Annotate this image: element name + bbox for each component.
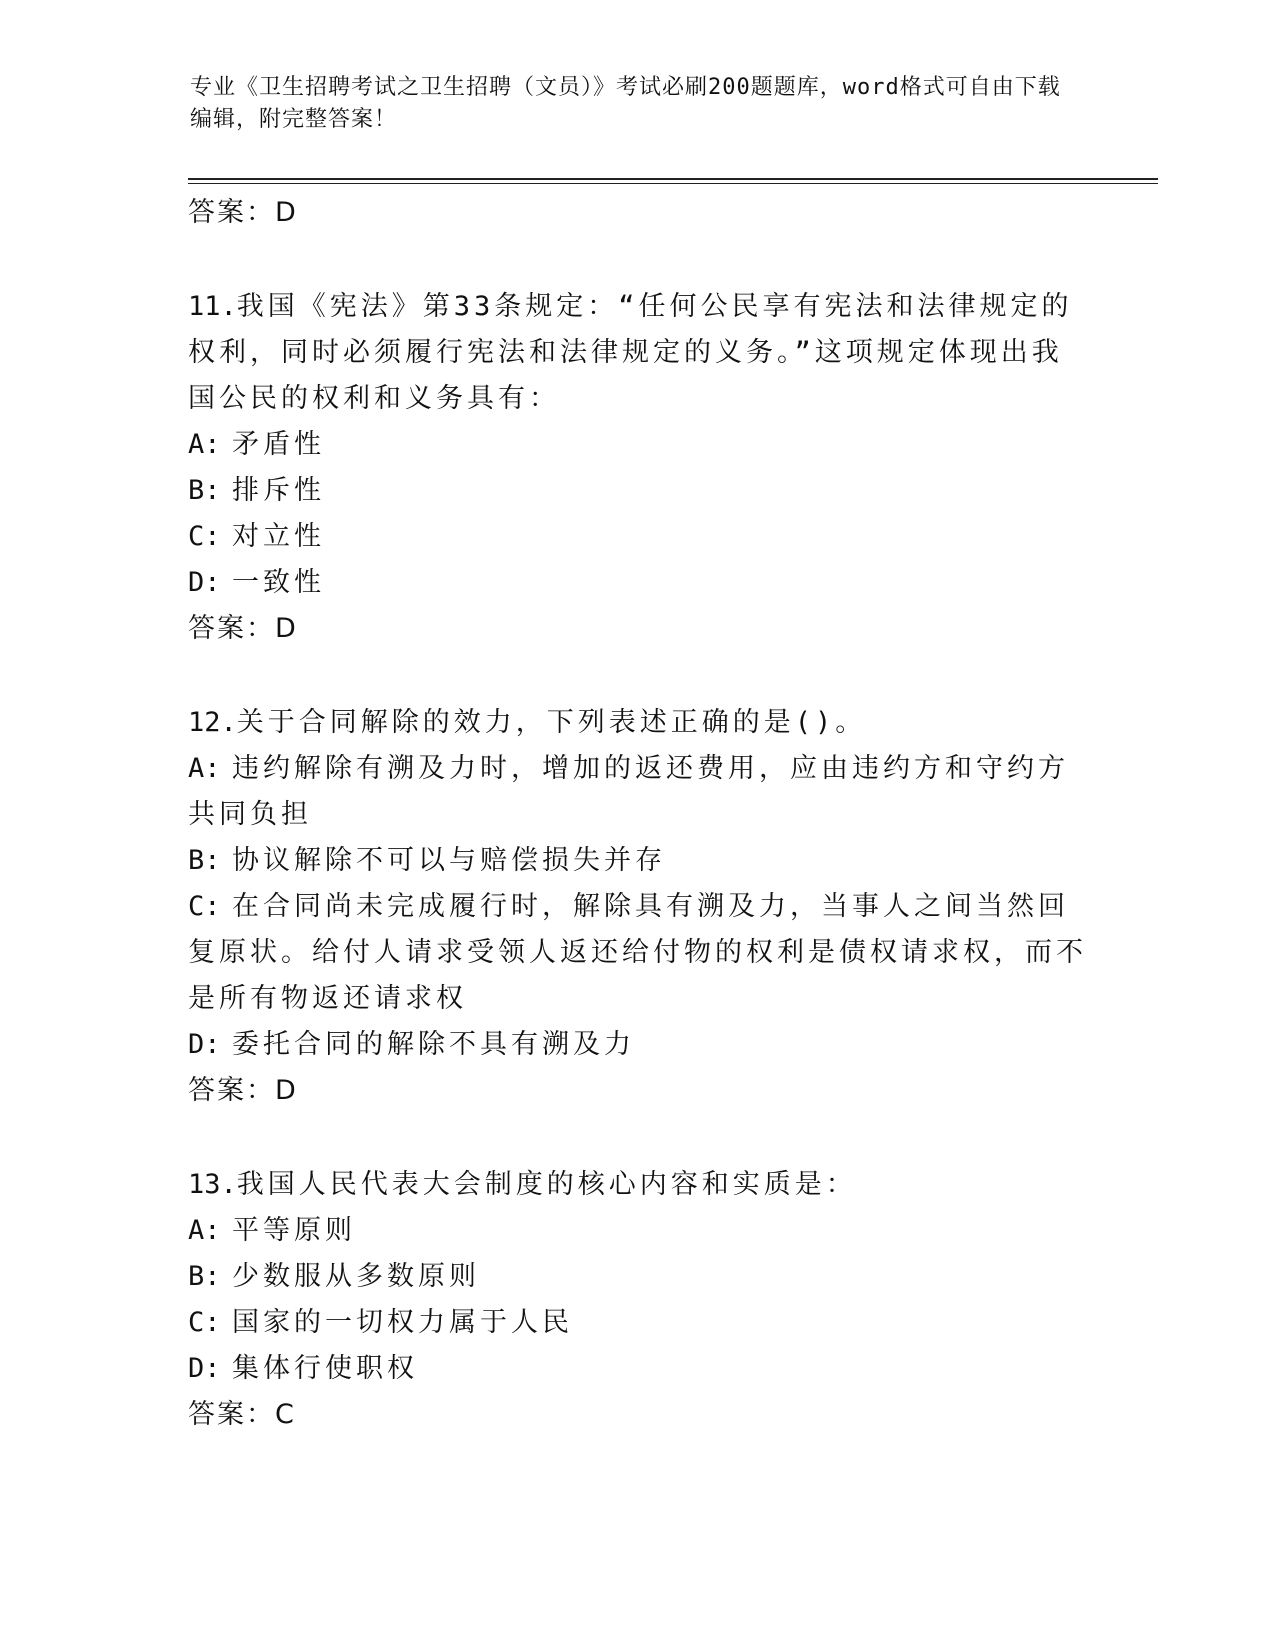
- option-d: [188, 1346, 1088, 1392]
- document-content: [188, 190, 1088, 1438]
- option-text: 平等原则: [232, 1215, 356, 1246]
- answer-label: 答案：D: [188, 1075, 298, 1106]
- question-12: [188, 700, 1088, 1114]
- question-number: 12.: [188, 707, 237, 738]
- option-label: C:: [188, 891, 221, 922]
- option-b: [188, 1254, 1088, 1300]
- option-label: D:: [188, 1353, 221, 1384]
- option-b: [188, 468, 1088, 514]
- option-c: [188, 884, 1088, 1022]
- option-label: C:: [188, 521, 221, 552]
- option-c: [188, 514, 1088, 560]
- question-13: [188, 1162, 1088, 1438]
- option-d: [188, 1022, 1088, 1068]
- option-a: [188, 1208, 1088, 1254]
- option-text: 对立性: [232, 521, 325, 552]
- answer-label: 答案：C: [188, 1399, 296, 1430]
- option-label: A:: [188, 753, 221, 784]
- page-header-text: 专业《卫生招聘考试之卫生招聘（文员）》考试必刷200题题库，word格式可自由下载编辑，附完整答案！: [190, 75, 1061, 132]
- previous-answer: 答案：D: [188, 197, 298, 228]
- header-rule-thin: [188, 183, 1158, 184]
- option-text: 少数服从多数原则: [232, 1261, 480, 1292]
- option-label: B:: [188, 1261, 221, 1292]
- question-number: 11.: [188, 291, 237, 322]
- option-label: B:: [188, 845, 221, 876]
- option-label: A:: [188, 1215, 221, 1246]
- question-11: [188, 284, 1088, 652]
- question-stem: [188, 284, 1088, 422]
- question-text: 关于合同解除的效力，下列表述正确的是()。: [236, 707, 867, 738]
- question-text: 我国《宪法》第33条规定：“任何公民享有宪法和法律规定的权利，同时必须履行宪法和法律规定的义务。”这项规定体现出我国公民的权利和义务具有：: [188, 291, 1073, 414]
- option-text: 委托合同的解除不具有溯及力: [232, 1029, 635, 1060]
- option-text: 集体行使职权: [232, 1353, 418, 1384]
- option-text: 协议解除不可以与赔偿损失并存: [232, 845, 666, 876]
- option-label: A:: [188, 429, 221, 460]
- option-text: 在合同尚未完成履行时，解除具有溯及力，当事人之间当然回复原状。给付人请求受领人返还给付物的权利是债权请求权，而不是所有物返还请求权: [188, 891, 1087, 1014]
- question-stem: [188, 1162, 1088, 1208]
- option-a: [188, 746, 1088, 838]
- option-d: [188, 560, 1088, 606]
- header-rule-thick: [188, 178, 1158, 180]
- option-a: [188, 422, 1088, 468]
- option-text: 国家的一切权力属于人民: [232, 1307, 573, 1338]
- option-text: 一致性: [232, 567, 325, 598]
- option-c: [188, 1300, 1088, 1346]
- answer-label: 答案：D: [188, 613, 298, 644]
- option-label: D:: [188, 567, 221, 598]
- option-text: 违约解除有溯及力时，增加的返还费用，应由违约方和守约方共同负担: [188, 753, 1069, 830]
- option-text: 排斥性: [232, 475, 325, 506]
- option-text: 矛盾性: [232, 429, 325, 460]
- option-b: [188, 838, 1088, 884]
- question-stem: [188, 700, 1088, 746]
- option-label: B:: [188, 475, 221, 506]
- option-label: D:: [188, 1029, 221, 1060]
- question-number: 13.: [188, 1169, 237, 1200]
- option-label: C:: [188, 1307, 221, 1338]
- question-text: 我国人民代表大会制度的核心内容和实质是：: [236, 1169, 857, 1200]
